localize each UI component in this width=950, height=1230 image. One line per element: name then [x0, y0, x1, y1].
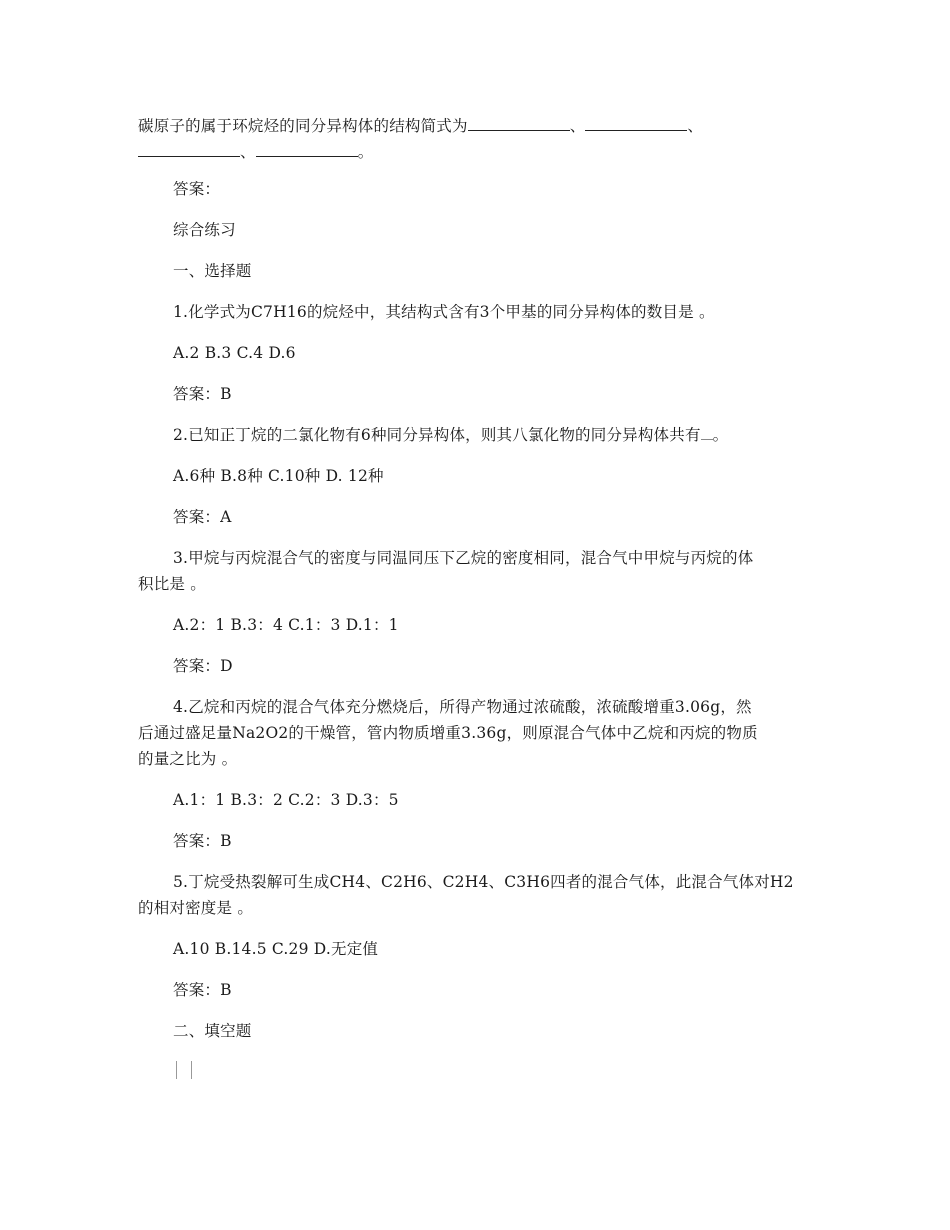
question-3-answer: 答案：D: [173, 657, 233, 675]
question-4-answer: 答案：B: [173, 832, 232, 850]
answer-label: 答案：: [173, 180, 221, 198]
question-4-options: A.1：1 B.3：2 C.2：3 D.3：5: [173, 791, 399, 809]
cursor-mark-1: [176, 1061, 177, 1079]
blank-4: [256, 141, 358, 157]
question-5-line-1: 5.丁烷受热裂解可生成CH4、C2H6、C2H4、C3H6四者的混合气体，此混合气体对H2: [173, 873, 794, 891]
question-3-line-1: 3.甲烷与丙烷混合气的密度与同温同压下乙烷的密度相同，混合气中甲烷与丙烷的体: [173, 549, 754, 567]
question-4-line-3: 的量之比为 。: [138, 750, 238, 768]
question-2-text: 2.已知正丁烷的二氯化物有6种同分异构体，则其八氯化物的同分异构体共有 。: [173, 426, 729, 444]
intro-line-1: 碳原子的属于环烷烃的同分异构体的结构简式为 、 、: [138, 117, 704, 135]
question-5-options: A.10 B.14.5 C.29 D.无定值: [173, 940, 379, 958]
cursor-mark-2: [191, 1061, 192, 1079]
question-5-answer: 答案：B: [173, 981, 232, 999]
question-1-text: 1.化学式为C7H16的烷烃中，其结构式含有3个甲基的同分异构体的数目是 。: [173, 303, 715, 321]
intro-line-2: 、 。: [138, 141, 373, 163]
question-4-line-2: 后通过盛足量Na2O2的干燥管，管内物质增重3.36g，则原混合气体中乙烷和丙烷的物质: [138, 724, 758, 742]
question-2-options: A.6种 B.8种 C.10种 D. 12种: [173, 467, 384, 485]
text-cursor-marks: [176, 1058, 206, 1080]
question-4-line-1: 4.乙烷和丙烷的混合气体充分燃烧后，所得产物通过浓硫酸，浓硫酸增重3.06g，然: [173, 698, 752, 716]
blank-1: [468, 115, 570, 131]
question-3-options: A.2：1 B.3：4 C.1：3 D.1：1: [173, 616, 399, 634]
blank-q2: [701, 424, 713, 440]
intro-text: 碳原子的属于环烷烃的同分异构体的结构简式为: [138, 117, 468, 135]
question-5-line-2: 的相对密度是 。: [138, 899, 254, 917]
question-2-answer: 答案：A: [173, 508, 232, 526]
question-3-line-2: 积比是 。: [138, 575, 206, 593]
question-1-answer: 答案：B: [173, 385, 232, 403]
blank-3: [138, 141, 240, 157]
blank-2: [585, 115, 687, 131]
part1-title: 一、选择题: [173, 262, 252, 280]
part2-title: 二、填空题: [173, 1022, 252, 1040]
question-1-options: A.2 B.3 C.4 D.6: [173, 344, 296, 362]
section-title: 综合练习: [173, 221, 236, 239]
